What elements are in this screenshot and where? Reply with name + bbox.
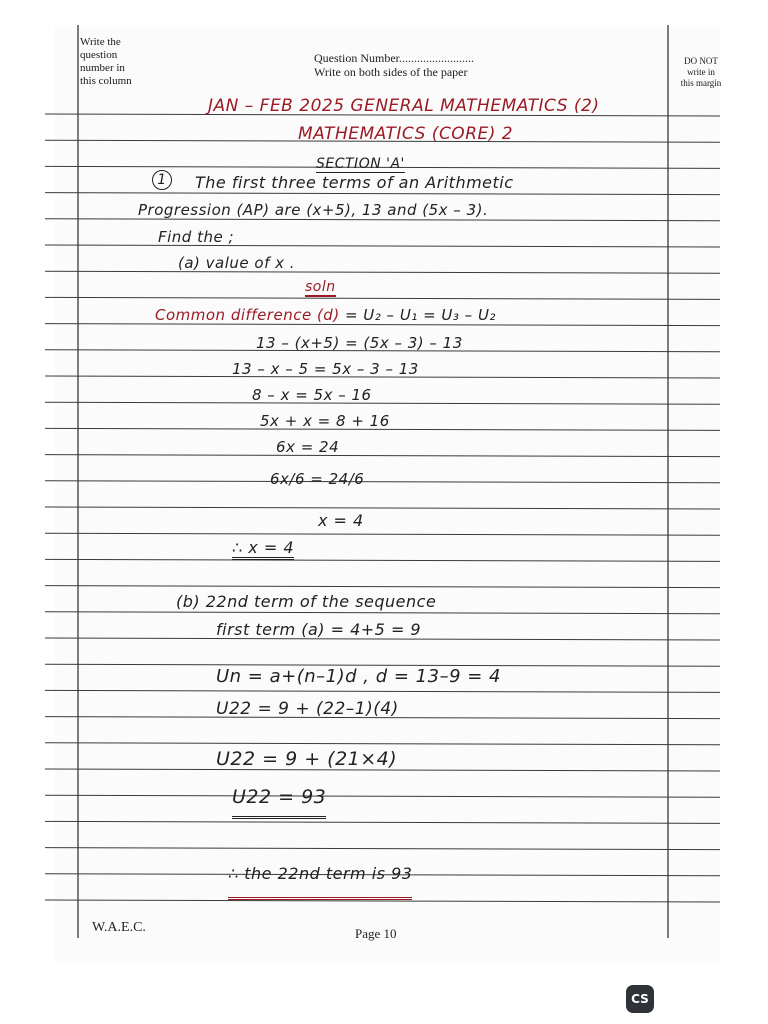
step-a-5: 5x + x = 8 + 16 [260,412,390,430]
step-b-3: U22 = 9 + (22–1)(4) [216,699,399,719]
common-difference-formula: = U₂ – U₁ = U₃ – U₂ [339,306,496,324]
step-b-1: first term (a) = 4+5 = 9 [216,620,422,639]
section-title: SECTION 'A' [316,156,405,172]
rule-line [45,848,720,850]
rule-line [45,402,720,404]
step-b-2: Un = a+(n–1)d , d = 13–9 = 4 [216,666,502,687]
rule-line [45,219,720,221]
question-line-3: Find the ; [158,228,235,246]
question-line-1: The first three terms of an Arithmetic [195,173,514,192]
step-a-6: 6x = 24 [276,438,340,456]
rule-line [45,297,720,299]
common-difference-label: Common difference (d) [155,306,340,324]
rule-line [45,193,720,195]
heading-line-2: MATHEMATICS (CORE) 2 [298,124,514,144]
right-margin-note: DO NOT write in this margin [680,56,722,88]
rule-line [45,559,720,561]
question-number-header [314,51,474,79]
rule-line [45,795,720,797]
rule-line [45,586,720,588]
page-number: Page 10 [355,926,397,941]
rule-line [45,743,720,745]
waec-footer: W.A.E.C. [92,920,146,935]
question-number-line: Question Number......................... [314,51,474,65]
rule-line [45,507,720,509]
rule-line [45,900,720,902]
instruction-text: Write on both sides of the paper [314,65,468,79]
solution-label: soln [305,279,336,295]
rule-line [45,690,720,692]
final-answer-a: ∴ x = 4 [232,538,294,560]
heading-line-1: JAN – FEB 2025 GENERAL MATHEMATICS (2) [208,96,600,116]
rule-line [45,821,720,823]
camscanner-logo-icon: CS [626,985,654,1013]
question-number: 1 [152,170,172,190]
rule-line [45,455,720,457]
question-line-2: Progression (AP) are (x+5), 13 and (5x – 3). [138,201,489,219]
rule-line [45,271,720,273]
final-answer-b: ∴ the 22nd term is 93 [228,864,412,900]
part-b-label: (b) 22nd term of the sequence [176,592,437,611]
step-a-8: x = 4 [318,511,364,530]
step-a-1 [155,306,496,324]
left-margin-note: Write the question number in this column [80,36,132,87]
step-a-2: 13 – (x+5) = (5x – 3) – 13 [256,334,463,352]
step-b-5: U22 = 93 [232,786,326,819]
step-a-3: 13 – x – 5 = 5x – 3 – 13 [232,360,419,378]
rule-line [45,612,720,614]
rule-line [45,481,720,483]
rule-line [45,533,720,535]
step-b-4: U22 = 9 + (21×4) [216,748,398,770]
step-a-7: 6x/6 = 24/6 [270,470,365,488]
part-a-label: (a) value of x . [178,254,296,272]
rule-line [45,245,720,247]
step-a-4: 8 – x = 5x – 16 [252,386,372,404]
